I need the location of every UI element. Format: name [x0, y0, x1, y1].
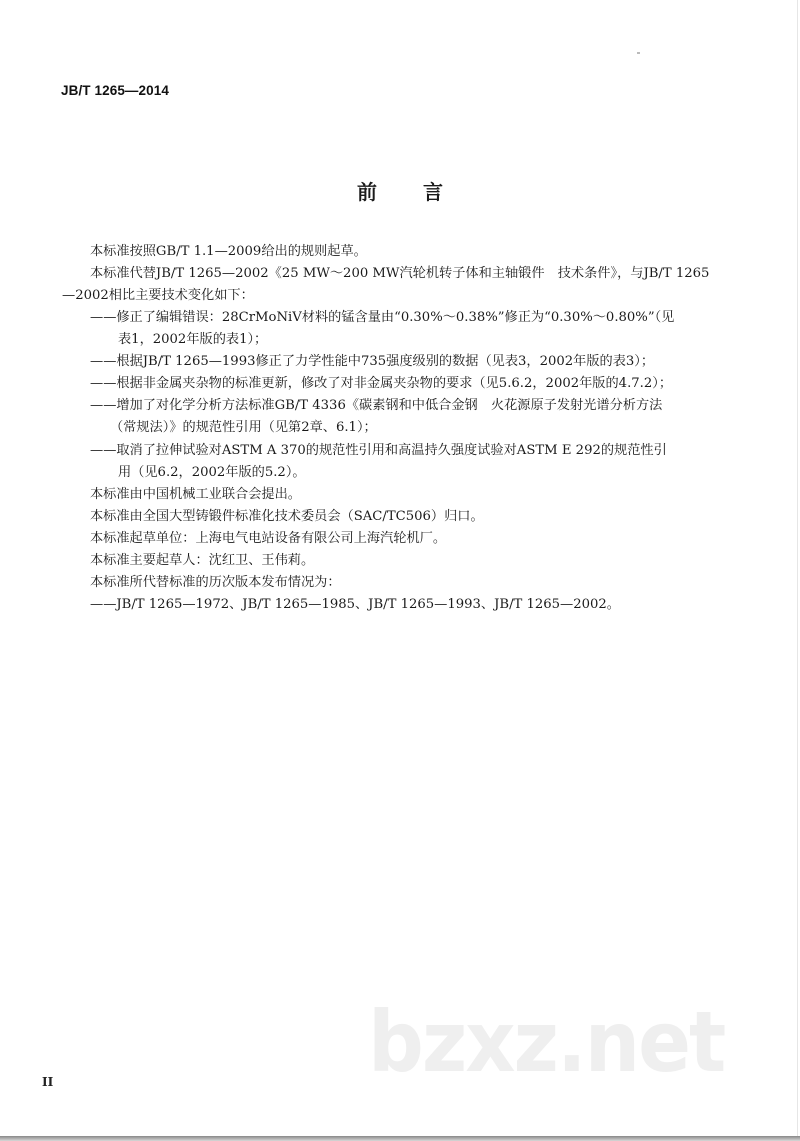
- change-item-5-cont: 用（见6.2，2002年版的5.2）。: [118, 465, 306, 480]
- page-title: [0, 176, 800, 205]
- change-item-1-cont: 表1，2002年版的表1）；: [118, 332, 268, 347]
- watermark: bzxz.net: [368, 994, 725, 1092]
- page-bottom-edge: [0, 1136, 800, 1141]
- standard-code-header: JB/T 1265—2014: [61, 83, 169, 98]
- change-item-4-cont: （常规法）》的规范性引用（见第2章、6.1）；: [110, 420, 377, 435]
- page-number: II: [42, 1075, 54, 1089]
- paragraph-drafters: 本标准主要起草人：沈红卫、王伟莉。: [90, 553, 315, 568]
- title-char-1: 前: [357, 180, 377, 204]
- paragraph-drafting-rules: 本标准按照GB/T 1.1—2009给出的规则起草。: [90, 244, 367, 259]
- paragraph-history-intro: 本标准所代替标准的历次版本发布情况为：: [90, 575, 341, 590]
- paragraph-history-list: ——JB/T 1265—1972、JB/T 1265—1985、JB/T 1265—1993、JB/T 1265—2002。: [90, 597, 620, 612]
- scan-speck: [637, 52, 640, 54]
- paragraph-replacement-cont: —2002相比主要技术变化如下：: [62, 288, 254, 303]
- paragraph-replacement: 本标准代替JB/T 1265—2002《25 MW～200 MW汽轮机转子体和主轴锻件 技术条件》，与JB/T 1265: [90, 266, 710, 281]
- paragraph-drafting-unit: 本标准起草单位：上海电气电站设备有限公司上海汽轮机厂。: [90, 531, 447, 546]
- title-char-2: 言: [423, 180, 443, 204]
- change-item-2: ——根据JB/T 1265—1993修正了力学性能中735强度级别的数据（见表3，2002年版的表3）；: [90, 354, 655, 369]
- change-item-4: ——增加了对化学分析方法标准GB/T 4336《碳素钢和中低合金钢 火花源原子发射光谱分析方法: [90, 398, 663, 413]
- change-item-5: ——取消了拉伸试验对ASTM A 370的规范性引用和高温持久强度试验对ASTM E 292的规范性引: [90, 443, 667, 458]
- change-item-3: ——根据非金属夹杂物的标准更新，修改了对非金属夹杂物的要求（见5.6.2，2002年版的4.7.2）；: [90, 376, 673, 391]
- paragraph-centralized-by: 本标准由全国大型铸锻件标准化技术委员会（SAC/TC506）归口。: [90, 509, 484, 524]
- change-item-1: ——修正了编辑错误：28CrMoNiV材料的锰含量由“0.30%～0.38%”修正为“0.30%～0.80%”（见: [90, 310, 675, 325]
- paragraph-proposed-by: 本标准由中国机械工业联合会提出。: [90, 487, 301, 502]
